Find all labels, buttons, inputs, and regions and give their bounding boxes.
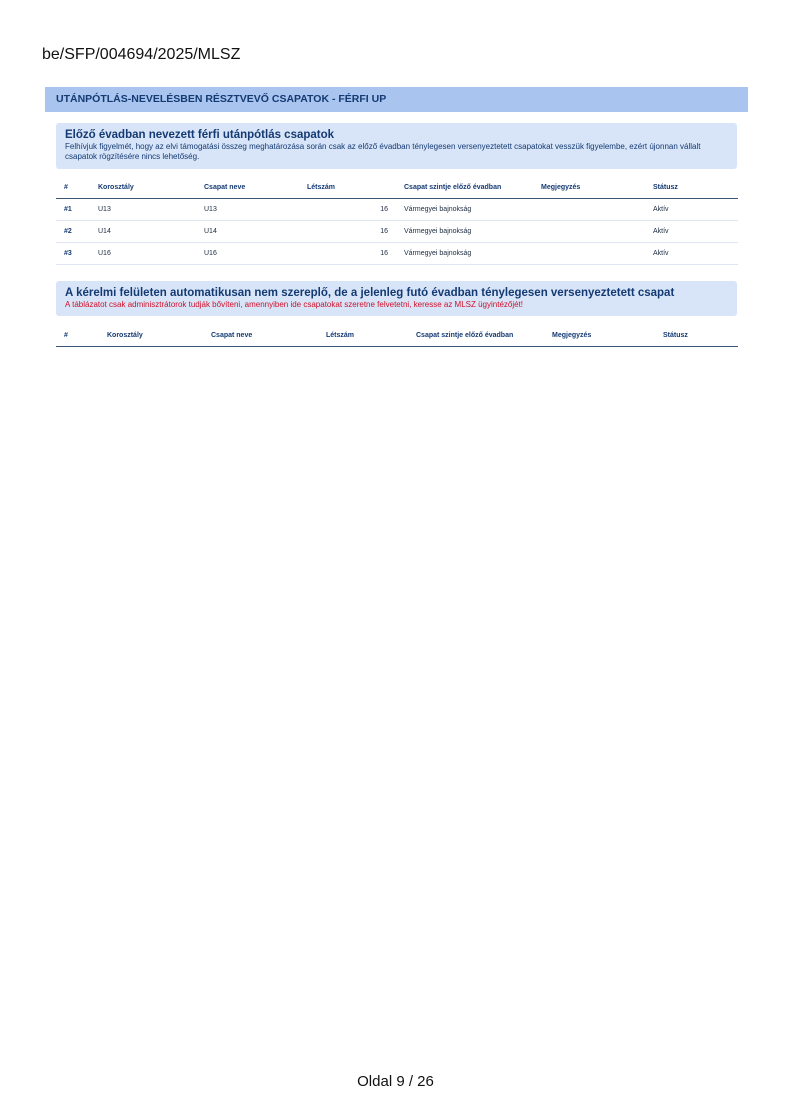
- column-header: Csapat neve: [203, 324, 318, 347]
- note-cell: [533, 221, 645, 243]
- level-cell: Vármegyei bajnokság: [396, 199, 533, 221]
- team-name-cell: U14: [196, 221, 299, 243]
- column-header: Csapat neve: [196, 176, 299, 199]
- row-index: #1: [56, 199, 90, 221]
- column-header: Csapat szintje előző évadban: [396, 176, 533, 199]
- level-cell: Vármegyei bajnokság: [396, 243, 533, 265]
- column-header: Megjegyzés: [533, 176, 645, 199]
- age-group-cell: U16: [90, 243, 196, 265]
- team-name-cell: U13: [196, 199, 299, 221]
- status-cell: Aktív: [645, 199, 738, 221]
- table-row: [56, 199, 738, 221]
- table-header-row: [56, 324, 738, 347]
- column-header: Létszám: [318, 324, 408, 347]
- note-cell: [533, 243, 645, 265]
- column-header: Státusz: [645, 176, 738, 199]
- table-header-row: [56, 176, 738, 199]
- status-cell: Aktív: [645, 243, 738, 265]
- column-header: Létszám: [299, 176, 396, 199]
- headcount-cell: 16: [299, 221, 396, 243]
- section-warning-note: A táblázatot csak adminisztrátorok tudják bővíteni, amennyiben ide csapatokat szeretne felvetetni, keresse az MLSZ ügyintézőjét!: [65, 300, 524, 309]
- row-index: #3: [56, 243, 90, 265]
- status-cell: Aktív: [645, 221, 738, 243]
- headcount-cell: 16: [299, 243, 396, 265]
- table-row: [56, 221, 738, 243]
- section-title: Előző évadban nevezett férfi utánpótlás csapatok: [65, 129, 335, 141]
- column-header: Korosztály: [90, 176, 196, 199]
- current-season-extra-teams-table: [56, 324, 738, 347]
- current-season-extra-teams-section: [56, 281, 737, 316]
- section-note: Felhívjuk figyelmét, hogy az elvi támogatási összeg meghatározása során csak az előző évadban ténylegesen versenyeztetett csapatokat vesszük figyelembe, ezért újonnan vállalt csapatok rögzítésére nincs lehetőség.: [65, 142, 701, 161]
- section-title: A kérelmi felületen automatikusan nem szereplő, de a jelenleg futó évadban ténylegesen versenyeztetett csapat: [65, 287, 675, 299]
- column-header: #: [56, 176, 90, 199]
- column-header: #: [56, 324, 99, 347]
- age-group-cell: U13: [90, 199, 196, 221]
- level-cell: Vármegyei bajnokság: [396, 221, 533, 243]
- previous-season-teams-section: [56, 123, 737, 169]
- table-row: [56, 243, 738, 265]
- team-name-cell: U16: [196, 243, 299, 265]
- document-id: be/SFP/004694/2025/MLSZ: [42, 46, 241, 63]
- page-number: Oldal 9 / 26: [357, 1073, 434, 1090]
- row-index: #2: [56, 221, 90, 243]
- column-header: Státusz: [655, 324, 738, 347]
- column-header: Megjegyzés: [544, 324, 655, 347]
- column-header: Csapat szintje előző évadban: [408, 324, 544, 347]
- headcount-cell: 16: [299, 199, 396, 221]
- previous-season-teams-table: [56, 176, 738, 265]
- age-group-cell: U14: [90, 221, 196, 243]
- column-header: Korosztály: [99, 324, 203, 347]
- main-section-header: UTÁNPÓTLÁS-NEVELÉSBEN RÉSZTVEVŐ CSAPATOK - FÉRFI UP: [45, 87, 748, 112]
- note-cell: [533, 199, 645, 221]
